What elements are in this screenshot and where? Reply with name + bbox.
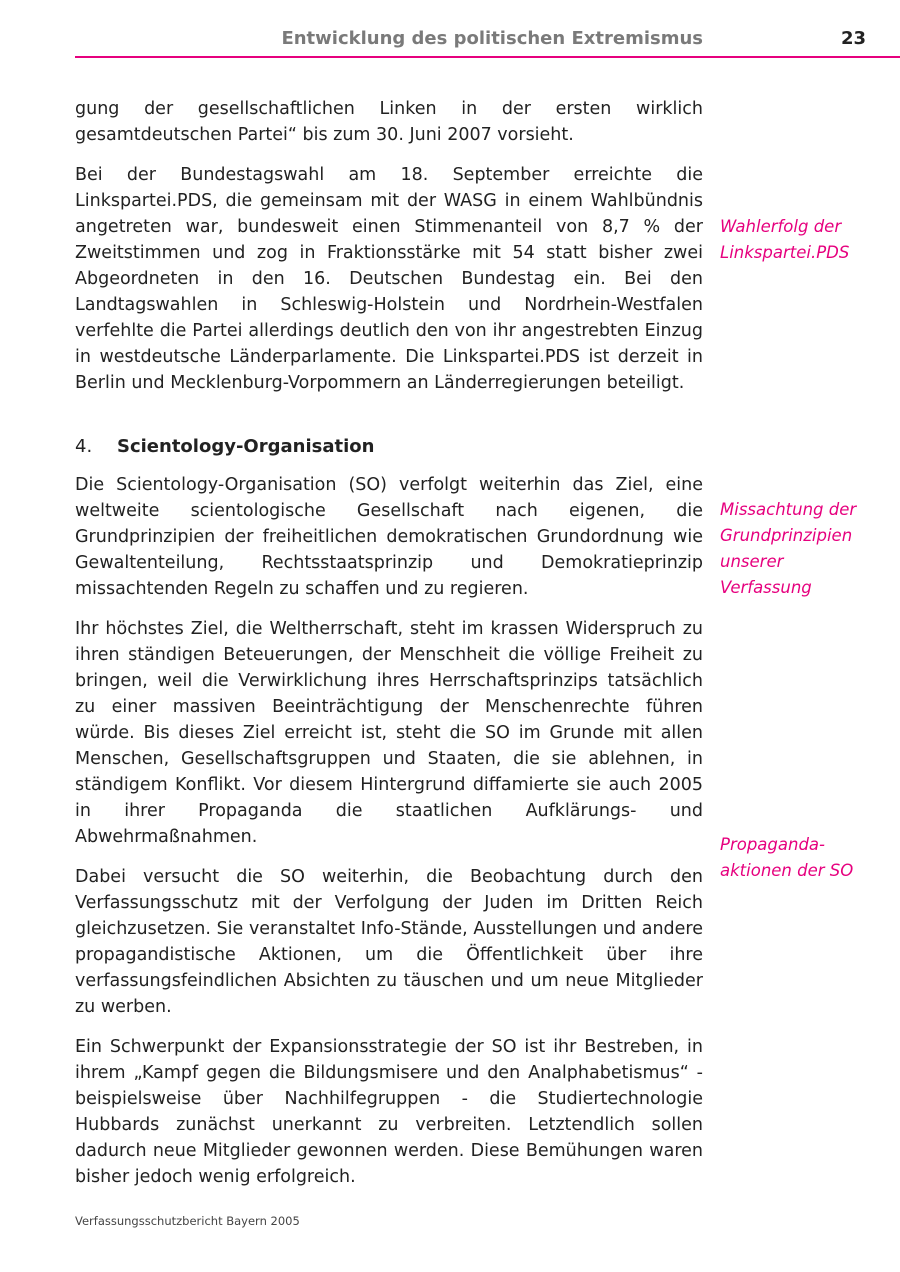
margin-note-missachtung: Missachtung der Grundprinzipien unserer Verfassung — [720, 500, 857, 597]
main-text-column — [75, 96, 703, 1204]
margin-note-propaganda: Propaganda-aktionen der SO — [720, 835, 854, 880]
section-heading — [75, 434, 703, 460]
section-number: 4. — [75, 436, 93, 457]
paragraph-2: Bei der Bundestagswahl am 18. September erreichte die Linkspartei.PDS, die gemeinsam mit der WASG in einem Wahlbündnis angetreten war, bundesweit einen Stimmenanteil von 8,7 % der Zweitstimmen und zog in Fraktionsstärke mit 54 statt bisher zwei Abgeordneten in den 16. Deutschen Bundestag ein. Bei den Landtagswahlen in Schleswig-Holstein und Nordrhein-Westfalen verfehlte die Partei allerdings deutlich den von ihr angestrebten Einzug in westdeutsche Länderparlamente. Die Linkspartei.PDS ist derzeit in Berlin und Mecklenburg-Vorpommern an Länderregierungen beteiligt. — [75, 165, 703, 393]
section-title: Scientology-Organisation — [117, 436, 375, 457]
paragraph-1: gung der gesellschaftlichen Linken in der ersten wirklich gesamtdeutschen Partei“ bis zum 30. Juni 2007 vorsieht. — [75, 99, 703, 145]
paragraph-4: Ihr höchstes Ziel, die Weltherrschaft, steht im krassen Widerspruch zu ihren ständigen Beteuerungen, der Menschheit die völlige Freiheit zu bringen, weil die Verwirklichung ihres Herrschaftsprinzips tatsächlich zu einer massiven Beeinträchtigung der Menschenrechte führen würde. Bis dieses Ziel erreicht ist, steht die SO im Grunde mit allen Menschen, Gesellschaftsgruppen und Staaten, die sie ablehnen, in ständigem Konflikt. Vor diesem Hintergrund diffamierte sie auch 2005 in ihrer Propaganda die staatlichen Aufklärungs- und Abwehrmaßnahmen. — [75, 619, 703, 847]
running-header-title: Entwicklung des politischen Extremismus — [281, 28, 703, 49]
page-footer: Verfassungsschutzbericht Bayern 2005 — [75, 1214, 300, 1228]
header-rule — [75, 56, 900, 58]
paragraph-5: Dabei versucht die SO weiterhin, die Beobachtung durch den Verfassungsschutz mit der Verfolgung der Juden im Dritten Reich gleichzusetzen. Sie veranstaltet Info-Stände, Ausstellungen und andere propagandistische Aktionen, um die Öffentlichkeit über ihre verfassungsfeindlichen Absichten zu täuschen und um neue Mitglieder zu werben. — [75, 867, 703, 1017]
margin-note-wahlerfolg: Wahlerfolg der Linkspartei.PDS — [720, 217, 850, 262]
page-number: 23 — [840, 28, 866, 49]
paragraph-6: Ein Schwerpunkt der Expansionsstrategie der SO ist ihr Bestreben, in ihrem „Kampf gegen die Bildungsmisere und den Analphabetismus“ - beispielsweise über Nachhilfegruppen - die Studiertechnologie Hubbards zunächst unerkannt zu verbreiten. Letztendlich sollen dadurch neue Mitglieder gewonnen werden. Diese Bemühungen waren bisher jedoch wenig erfolgreich. — [75, 1037, 703, 1187]
paragraph-3: Die Scientology-Organisation (SO) verfolgt weiterhin das Ziel, eine weltweite scientologische Gesellschaft nach eigenen, die Grundprinzipien der freiheitlichen demokratischen Grundordnung wie Gewaltenteilung, Rechtsstaatsprinzip und Demokratieprinzip missachtenden Regeln zu schaffen und zu regieren. — [75, 475, 703, 599]
